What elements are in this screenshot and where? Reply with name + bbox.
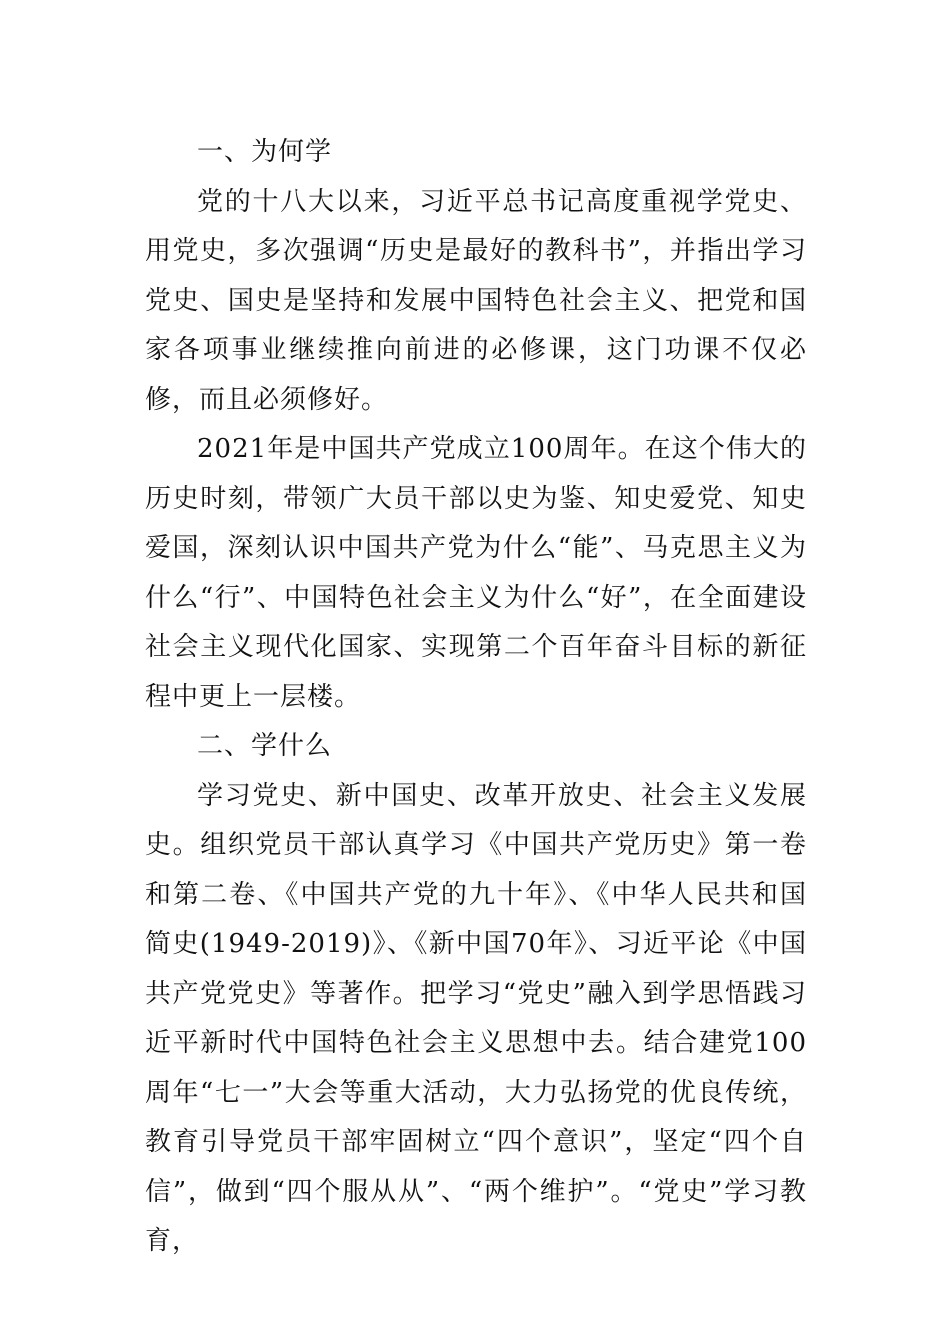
paragraph-study-content: 学习党史、新中国史、改革开放史、社会主义发展史。组织党员干部认真学习《中国共产党历史》第一卷和第二卷、《中国共产党的九十年》、《中华人民共和国简史(1949-2019)》、《新中国70年》、习近平论《中国共产党党史》等著作。把学习“党史”融入到学思悟践习近平新时代中国特色社会主义思想中去。结合建党100周年“七一”大会等重大活动，大力弘扬党的优良传统，教育引导党员干部牢固树立“四个意识”，坚定“四个自信”，做到“四个服从从”、“两个维护”。“党史”学习教育， <box>145 780 807 1256</box>
paragraph-importance: 党的十八大以来，习近平总书记高度重视学党史、用党史，多次强调“历史是最好的教科书”，并指出学习党史、国史是坚持和发展中国特色社会主义、把党和国家各项事业继续推向前进的必修课，这门功课不仅必修，而且必须修好。 <box>145 186 807 415</box>
paragraph-centenary: 2021年是中国共产党成立100周年。在这个伟大的历史时刻，带领广大员干部以史为鉴、知史爱党、知史爱国，深刻认识中国共产党为什么“能”、马克思主义为什么“行”、中国特色社会主义为什么“好”，在全面建设社会主义现代化国家、实现第二个百年奋斗目标的新征程中更上一层楼。 <box>145 434 807 712</box>
section-heading-what-to-study: 二、学什么 <box>197 731 333 761</box>
document-body <box>145 128 807 1267</box>
section-heading-why-study: 一、为何学 <box>197 137 333 167</box>
